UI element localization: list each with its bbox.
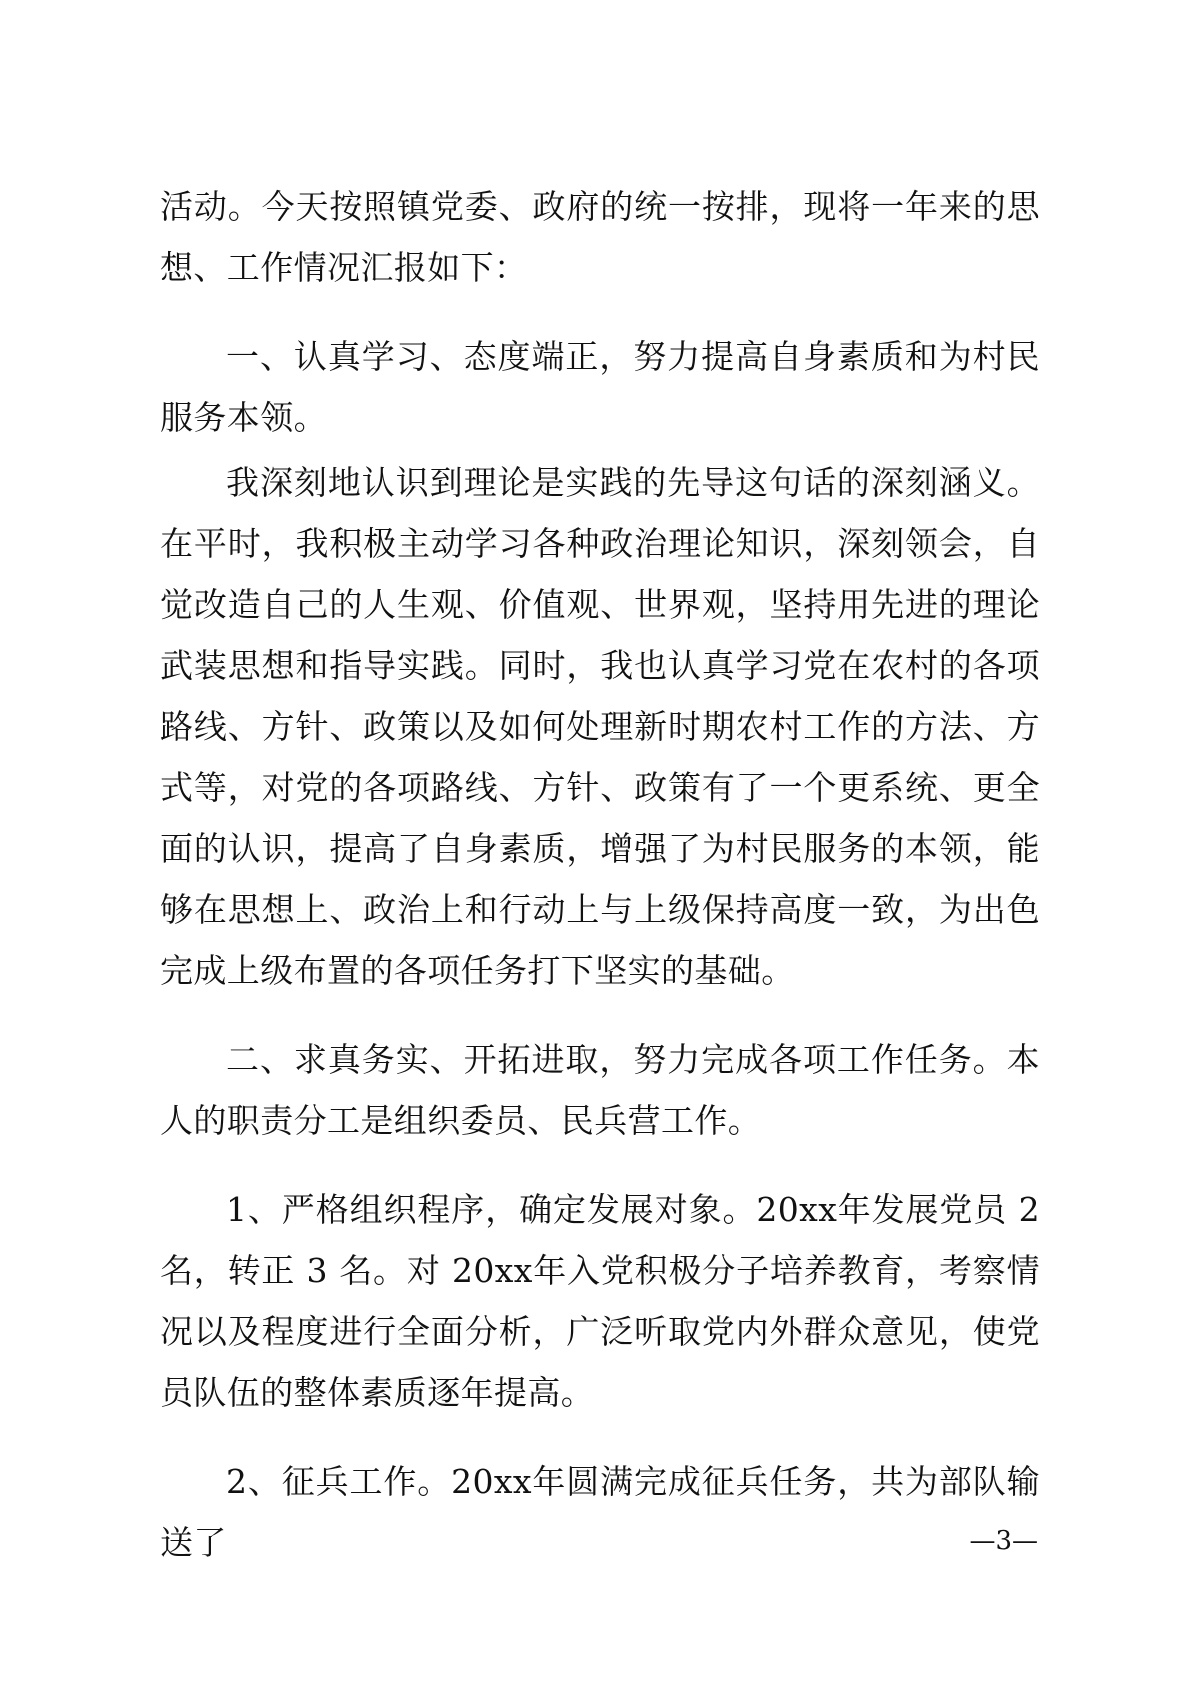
paragraph-study: 我深刻地认识到理论是实践的先导这句话的深刻涵义。在平时，我积极主动学习各种政治理论知识，深刻领会，自觉改造自己的人生观、价值观、世界观，坚持用先进的理论武装思想和指导实践。同时，我也认真学习党在农村的各项路线、方针、政策以及如何处理新时期农村工作的方法、方式等，对党的各项路线、方针、政策有了一个更系统、更全面的认识，提高了自身素质，增强了为村民服务的本领，能够在思想上、政治上和行动上与上级保持高度一致，为出色完成上级布置的各项任务打下坚实的基础。 [160,463,1040,990]
paragraph-intro: 活动。今天按照镇党委、政府的统一按排，现将一年来的思想、工作情况汇报如下： [160,187,1040,287]
body-text [160,176,1040,1573]
paragraph-item-1: 1、严格组织程序，确定发展对象。20xx年发展党员 2 名，转正 3 名。对 20xx年入党积极分子培养教育，考察情况以及程度进行全面分析，广泛听取党内外群众意见，使党员队伍的整体素质逐年提高。 [160,1190,1040,1412]
page-number: —3— [969,1526,1038,1556]
section-heading-1: 一、认真学习、态度端正，努力提高自身素质和为村民服务本领。 [160,337,1040,437]
section-heading-2: 二、求真务实、开拓进取，努力完成各项工作任务。本人的职责分工是组织委员、民兵营工作。 [160,1040,1040,1140]
paragraph-item-2: 2、征兵工作。20xx年圆满完成征兵任务，共为部队输送了 [160,1462,1040,1562]
